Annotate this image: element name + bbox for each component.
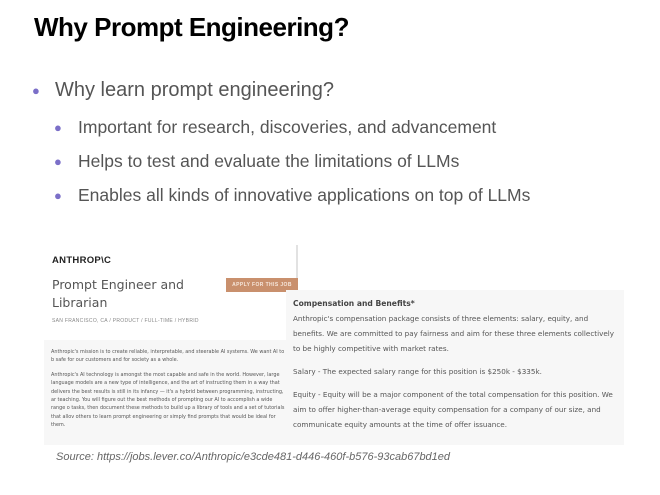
bullet-text: Important for research, discoveries, and advancement (78, 116, 497, 137)
bullet-text: Enables all kinds of innovative applications on top of LLMs (78, 184, 531, 205)
compensation-heading: Compensation and Benefits* (293, 299, 415, 308)
description-paragraph: Anthropic's AI technology is amongst the most capable and safe in the world. However, large language models are a new type of intelligence, and the art of instructing them in a way that delivers the best results is still in its infancy — it's a hybrid between programming, instructing, ar teaching. You will figure out the best methods of prompting our AI to accomplish a wide range o tasks, then document these methods to build up a library of tools and a set of tutorials that allov others to learn prompt engineering or simply find prompts that would be ideal for them. (51, 371, 285, 429)
equity-text: - Equity will be a major component of the total compensation for this position. We aim to offer higher-than-average equity compensation for a company of our size, and communicate equity amounts at the time of offer issuance. (293, 390, 613, 429)
bullet-dot-icon: ● (32, 82, 40, 98)
salary-label: Salary (293, 367, 316, 376)
apply-button[interactable]: APPLY FOR THIS JOB (226, 278, 298, 292)
sub-bullet-item (54, 178, 530, 212)
sub-bullet-item (54, 144, 530, 178)
source-citation: Source: https://jobs.lever.co/Anthropic/e3cde481-d446-460f-b576-93cab67bd1ed (56, 451, 451, 463)
salary-line (293, 364, 616, 379)
bullet-text: Why learn prompt engineering? (55, 78, 335, 101)
job-meta: SAN FRANCISCO, CA / PRODUCT / FULL-TIME / HYBRID (52, 318, 199, 324)
bullet-text: Helps to test and evaluate the limitations of LLMs (78, 150, 460, 171)
job-posting-header-screenshot (44, 245, 298, 340)
slide-title: Why Prompt Engineering? (34, 12, 349, 42)
job-description-screenshot (44, 340, 292, 445)
job-title: Prompt Engineer and Librarian (52, 277, 184, 310)
description-paragraph: Anthropic's mission is to create reliable, interpretable, and steerable AI systems. We want AI to b safe for our customers and for society as a whole. (51, 349, 285, 364)
bullet-dot-icon: ● (54, 119, 62, 135)
bullet-dot-icon: ● (54, 187, 62, 203)
anthropic-logo: ANTHROP\C (52, 255, 112, 266)
sub-bullet-item (54, 110, 530, 144)
bullet-list (32, 76, 530, 212)
compensation-screenshot (286, 290, 624, 445)
equity-line (293, 387, 616, 432)
equity-label: Equity (293, 390, 316, 399)
compensation-intro: Anthropic's compensation package consists of three elements: salary, equity, and benefits. We are committed to pay fairness and aim for these three elements collectively to be highly competitive with market rates. (293, 314, 615, 353)
bullet-item (32, 76, 530, 104)
bullet-dot-icon: ● (54, 153, 62, 169)
salary-text: - The expected salary range for this position is $250k - $335k. (315, 367, 542, 376)
